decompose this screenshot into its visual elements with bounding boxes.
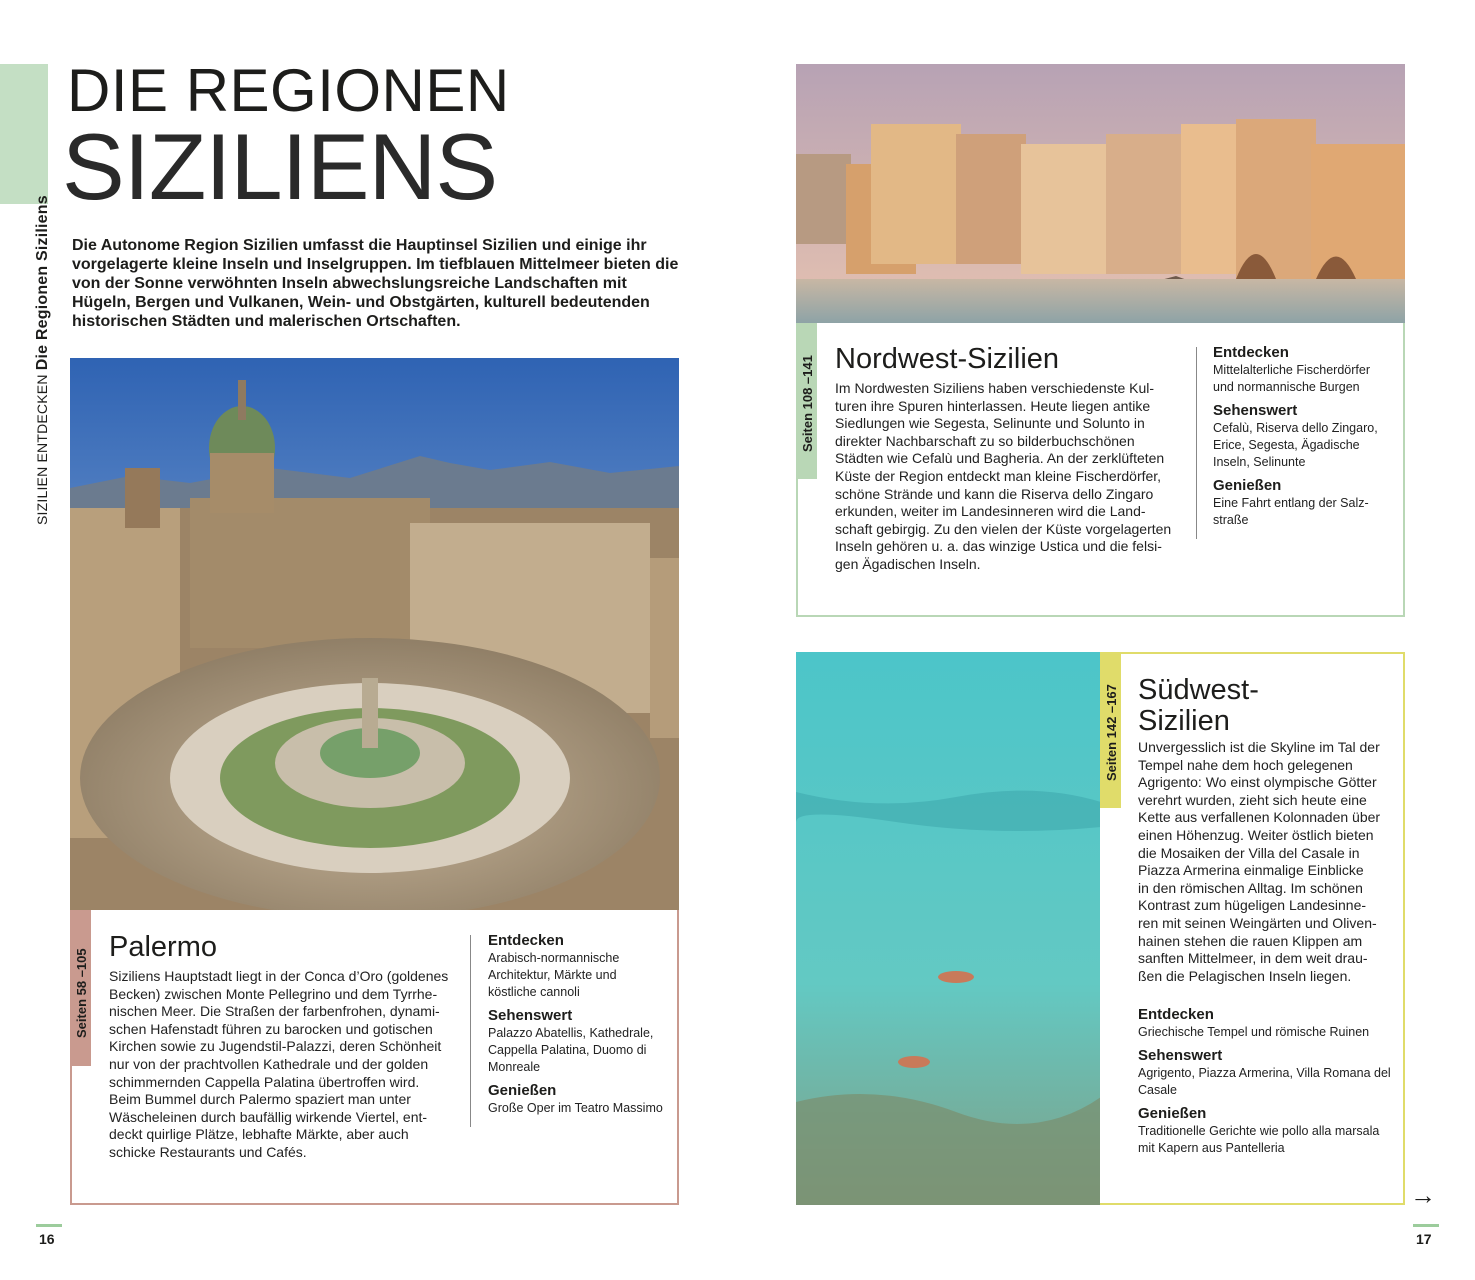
suedwest-body-line: ren mit seinen Weingärten und Oliven- xyxy=(1138,914,1377,931)
sidebar-text: Große Oper im Teatro Massimo xyxy=(488,1101,663,1115)
cefalu-photo xyxy=(796,64,1405,323)
sidebar-text: Palazzo Abatellis, Kathedrale, Cappella Palatina, Duomo di Monreale xyxy=(488,1026,654,1074)
nordwest-body-line: schaft gebirgig. Zu den vielen der Küste vorgelagerten xyxy=(835,520,1172,537)
sidebar-heading: Sehenswert xyxy=(1138,1047,1223,1064)
sidebar-text: Arabisch-normannische Architektur, Märkte und köstliche cannoli xyxy=(488,951,620,999)
suedwest-body-line: ßen die Pelagischen Inseln liegen. xyxy=(1138,967,1352,984)
suedwest-body-line: Unvergesslich ist die Skyline im Tal der xyxy=(1138,739,1380,755)
page-number-right: 17 xyxy=(1416,1231,1432,1247)
suedwest-body-line: in den römischen Alltag. Im schönen xyxy=(1138,879,1363,896)
palermo-body-line: Siziliens Hauptstadt liegt in der Conca d’Oro (goldenes xyxy=(109,968,449,984)
nordwest-body-line: Städten wie Cefalù und Bagheria. An der zerklüfteten xyxy=(835,450,1165,467)
sidebar-heading: Sehenswert xyxy=(488,1007,573,1024)
nordwest-body-line: schöne Strände und kann die Riserva dello Zingaro xyxy=(835,485,1154,502)
suedwest-body-line: hainen stehen die rauen Klippen am xyxy=(1138,932,1363,949)
palermo-body-line: Becken) zwischen Monte Pellegrino und dem Tyrrhe- xyxy=(109,985,438,1002)
sidebar-text: Griechische Tempel und römische Ruinen xyxy=(1138,1025,1370,1039)
palermo-body-line: schen Hafenstadt führen zu barocken und gotischen xyxy=(109,1020,433,1037)
nordwest-body-line: Siedlungen wie Segesta, Selinunte und Solunto in xyxy=(835,415,1145,432)
suedwest-body-line: verehrt wurden, zieht sich heute eine xyxy=(1138,791,1367,808)
sidebar-text: Cefalù, Riserva dello Zingaro, Erice, Segesta, Ägadische Inseln, Selinunte xyxy=(1213,421,1378,469)
nordwest-body-line: erkunden, weiter im Landesinneren wird die Land- xyxy=(835,503,1146,520)
sidebar-heading: Genießen xyxy=(1138,1105,1207,1122)
sidebar-heading: Sehenswert xyxy=(1213,402,1298,419)
nordwest-body-line: direkter Nachbarschaft zu so bilderbuchschönen xyxy=(835,432,1135,449)
nordwest-divider xyxy=(1196,347,1197,539)
palermo-body xyxy=(109,968,465,1162)
palermo-body-line: Beim Bummel durch Palermo spaziert man unter xyxy=(109,1091,411,1108)
suedwest-body-line: Tempel nahe dem hoch gelegenen xyxy=(1138,756,1353,773)
palermo-body-line: Kirchen sowie zu Jugendstil-Palazzi, deren Schönheit xyxy=(109,1038,442,1055)
nordwest-body-line: Küste der Region entdeckt man kleine Fischerdörfer, xyxy=(835,467,1162,484)
sidebar-text: Agrigento, Piazza Armerina, Villa Romana del Casale xyxy=(1138,1066,1391,1097)
palermo-body-line: deckt quirlige Plätze, lebhafte Märkte, aber auch xyxy=(109,1126,409,1143)
sidebar-text: Traditionelle Gerichte wie pollo alla marsala mit Kapern aus Pantelleria xyxy=(1138,1124,1380,1155)
intro-paragraph: Die Autonome Region Sizilien umfasst die Hauptinsel Sizilien und einige ihr vorgelagerte kleine Inseln und Inselgruppen. Im tiefblauen Mittelmeer bieten die von der Sonne verwöhnten Inseln abwechslungsreiche Landschaften mit Hügeln, Bergen und Vulkanen, Wein- und Obstgärten, kulturell bedeutenden historischen Städten und malerischen Ortschaften. xyxy=(72,237,679,330)
suedwest-heading-line: Südwest- xyxy=(1138,674,1259,706)
nordwest-heading: Nordwest-Sizilien xyxy=(835,343,1060,375)
nordwest-body-line: Im Nordwesten Siziliens haben verschiedenste Kul- xyxy=(835,380,1155,396)
sidebar-heading: Entdecken xyxy=(488,932,564,949)
sidebar-text: Eine Fahrt entlang der Salz-straße xyxy=(1213,496,1369,527)
palermo-divider xyxy=(470,935,471,1127)
suedwest-body xyxy=(1138,739,1400,985)
palermo-heading: Palermo xyxy=(109,931,217,963)
palermo-body-line: Wäscheleinen durch baufällig wirkende Viertel, ent- xyxy=(109,1108,428,1125)
sidebar-heading: Entdecken xyxy=(1213,344,1289,361)
suedwest-heading-line: Sizilien xyxy=(1138,705,1230,737)
running-chapter: Die Regionen Siziliens xyxy=(34,195,51,371)
nordwest-body-line: turen ihre Spuren hinterlassen. Heute liegen antike xyxy=(835,397,1151,414)
nordwest-body-line: gen Ägadischen Inseln. xyxy=(835,555,981,572)
page-title-line2: SIZILIENS xyxy=(62,114,498,219)
suedwest-body-line: die Mosaiken der Villa del Casale in xyxy=(1138,844,1360,861)
palermo-body-line: schicke Restaurants und Cafés. xyxy=(109,1143,307,1160)
suedwest-body-line: sanften Mittelmeer, in dem weit drau- xyxy=(1138,950,1368,967)
next-page-arrow-icon[interactable]: → xyxy=(1410,1180,1436,1210)
sidebar-heading: Entdecken xyxy=(1138,1006,1214,1023)
palermo-body-line: nischen Meer. Die Straßen der farbenfrohen, dynami- xyxy=(109,1003,440,1020)
nordwest-body xyxy=(835,380,1185,574)
suedwest-body-line: Piazza Armerina einmalige Einblicke xyxy=(1138,862,1364,879)
sidebar-heading: Genießen xyxy=(1213,477,1282,494)
sidebar-heading: Genießen xyxy=(488,1082,557,1099)
page-number-bar-left xyxy=(36,1224,62,1227)
palermo-photo xyxy=(70,358,679,911)
suedwest-body-line: Kette aus verfallenen Kolonnaden über xyxy=(1138,809,1381,826)
page-number-bar-right xyxy=(1413,1224,1439,1227)
suedwest-body-line: einen Höhenzug. Weiter östlich bieten xyxy=(1138,826,1374,843)
suedwest-body-line: Agrigento: Wo einst olympische Götter xyxy=(1138,774,1377,791)
running-section: SIZILIEN ENTDECKEN xyxy=(34,374,50,525)
palermo-sidebar xyxy=(488,932,668,1117)
nordwest-body-line: Inseln gehören u. a. das winzige Ustica und die felsi- xyxy=(835,538,1162,555)
palermo-body-line: schimmernden Cappella Palatina übertroffen wird. xyxy=(109,1073,420,1090)
palermo-body-line: nur von der prachtvollen Kathedrale und der golden xyxy=(109,1055,429,1072)
sidebar-text: Mittelalterliche Fischerdörfer und normannische Burgen xyxy=(1213,363,1370,394)
nordwest-sidebar xyxy=(1213,344,1393,529)
page-number-left: 16 xyxy=(39,1231,55,1247)
suedwest-body-line: Kontrast zum hügeligen Landesinne- xyxy=(1138,897,1367,914)
chapter-color-tab xyxy=(0,64,48,204)
sea-photo xyxy=(796,652,1101,1205)
page-title-line1: DIE REGIONEN xyxy=(67,57,510,124)
suedwest-heading xyxy=(1138,675,1259,737)
suedwest-sidebar xyxy=(1138,1006,1398,1157)
